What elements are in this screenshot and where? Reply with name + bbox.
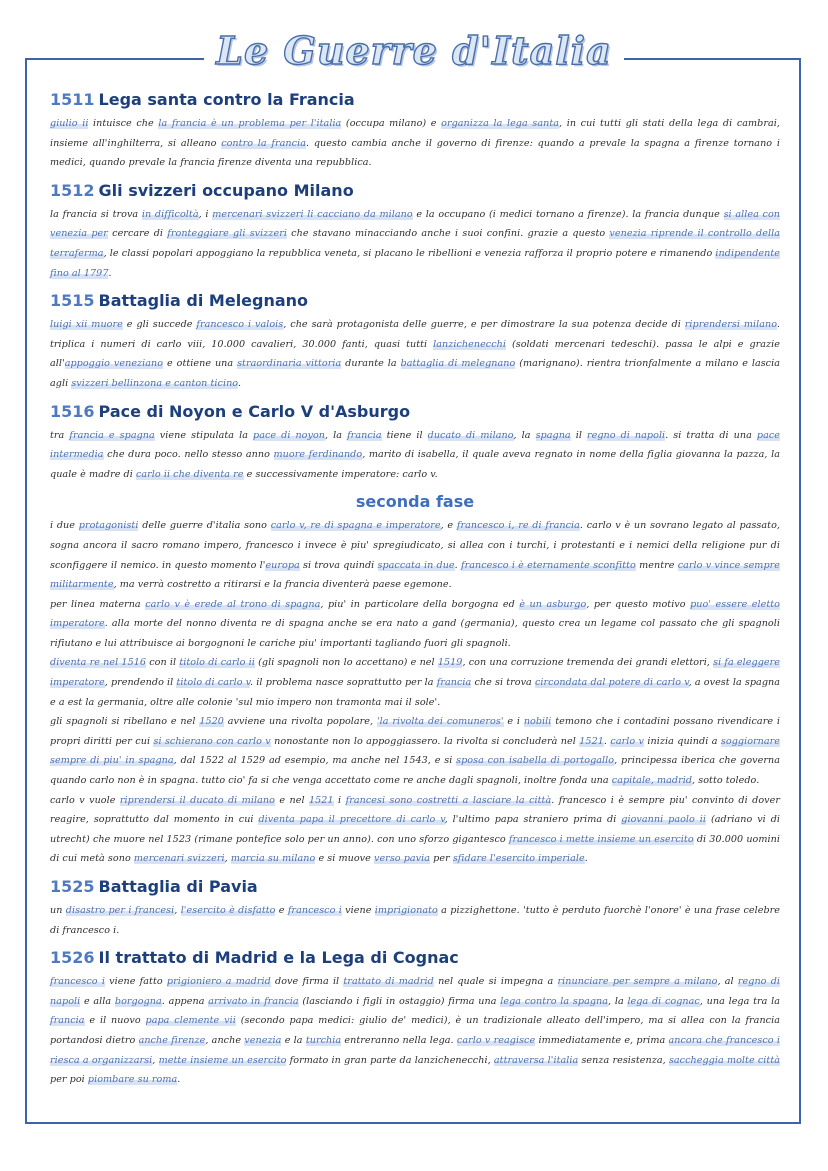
highlighted-text: verso pavia	[373, 853, 431, 865]
text-run: (marignano). rientra trionfalmente a milano e lascia agli	[50, 358, 780, 389]
highlighted-text: lanzichenecchi	[433, 338, 506, 350]
section-heading-text: Lega santa contro la Francia	[98, 90, 355, 109]
highlighted-text: attraversa l'italia	[493, 1054, 579, 1066]
section-heading-text: Gli svizzeri occupano Milano	[98, 180, 354, 200]
section-heading	[50, 88, 780, 112]
section-heading	[50, 875, 780, 899]
paragraph	[50, 653, 780, 712]
section	[50, 875, 780, 940]
highlighted-text: francesco i	[50, 976, 105, 988]
highlighted-text: ancora che francesco i riesca a organizzarsi	[50, 1034, 780, 1066]
highlighted-text: 'la rivolta dei comuneros'	[376, 716, 504, 728]
highlighted-text: lega contro la spagna	[500, 995, 609, 1007]
paragraph	[50, 791, 780, 869]
text-run: , che sarà protagonista delle guerre, e per dimostrare la sua potenza decide di	[283, 319, 685, 331]
text-run: temono che i contadini possano rivendicare i propri diritti per cui	[50, 716, 780, 747]
text-run: per linea materna	[50, 598, 146, 610]
text-run: , anche	[205, 1034, 245, 1046]
text-run: e la	[281, 1034, 306, 1046]
highlighted-text: europa	[265, 559, 300, 571]
highlighted-text: regno di napoli	[586, 429, 666, 441]
highlighted-text: protagonisti	[78, 520, 139, 532]
text-run: e successivamente imperatore: carlo v.	[243, 468, 438, 480]
text-run: e gli succede	[122, 319, 197, 331]
section	[50, 946, 780, 1090]
text-run: . carlo v è un sovrano legato al passato, sogna ancora il sacro romano impero, francesco i invece è piu' spregiudicato, si allea con i turchi, i protestanti e i nemici della religione pur di sconfiggere il nemico. in questo momento l'	[50, 520, 781, 571]
highlighted-text: in difficoltà	[141, 208, 199, 220]
text-run: , i	[198, 208, 213, 220]
text-run: nel quale si impegna a	[433, 976, 558, 988]
highlighted-text: appoggio veneziano	[64, 358, 164, 370]
text-run: , la	[608, 995, 628, 1007]
highlighted-text: circondata dal potere di carlo v	[535, 677, 689, 689]
section-year: 1525	[50, 877, 95, 896]
paragraph	[50, 516, 780, 594]
highlighted-text: francia	[436, 677, 472, 689]
text-run: che dura poco. nello stesso anno	[103, 449, 274, 461]
highlighted-text: giulio ii	[50, 118, 89, 129]
text-run: , per questo motivo	[586, 598, 691, 610]
highlighted-text: si schierano con carlo v	[153, 735, 271, 747]
text-run: ,	[174, 905, 181, 916]
section	[50, 289, 780, 393]
text-run: cercare di	[107, 228, 168, 240]
highlighted-text: 1521	[579, 735, 604, 747]
section-heading-text: Il trattato di Madrid e la Lega di Cognac	[98, 948, 459, 968]
paragraph	[50, 426, 780, 485]
highlighted-text: venezia riprende il controllo della terraferma	[50, 228, 780, 259]
highlighted-text: lega di cognac	[627, 995, 700, 1007]
highlighted-text: carlo v, re di spagna e imperatore	[270, 520, 441, 532]
highlighted-text: rinunciare per sempre a milano	[557, 976, 718, 988]
text-run: , principessa iberica che governa quando carlo non è in spagna. tutto cio' fa si che venga accettato come re anche dagli spagnoli, inoltre fonda una	[50, 755, 780, 787]
text-run: tra	[50, 429, 70, 441]
text-run: delle guerre d'italia sono	[138, 520, 271, 532]
section-year: 1516	[50, 401, 95, 421]
highlighted-text: 1519	[437, 657, 463, 669]
text-run: , le classi popolari appoggiano la repubblica veneta, si placano le ribellioni e venezia rafforza il proprio potere e rimanendo	[103, 247, 716, 259]
text-run: i	[333, 794, 346, 806]
highlighted-text: marcia su milano	[230, 853, 316, 865]
text-run: , la	[325, 429, 348, 441]
text-run: la francia si trova	[50, 208, 142, 220]
text-run: senza resistenza,	[578, 1054, 669, 1066]
text-run: e	[275, 905, 288, 916]
highlighted-text: francesco i, re di francia	[456, 520, 580, 532]
section-heading	[50, 400, 780, 424]
highlighted-text: mercenari svizzeri	[133, 853, 225, 865]
text-run: e si muove	[315, 853, 374, 865]
highlighted-text: carlo ii che diventa re	[135, 468, 244, 480]
paragraph	[50, 972, 780, 1090]
section-heading	[50, 490, 780, 514]
text-run: . appena	[161, 995, 209, 1007]
highlighted-text: francesco i è eternamente sconfitto	[461, 559, 636, 571]
highlighted-text: francesi sono costretti a lasciare la città	[345, 794, 552, 806]
section	[50, 88, 780, 173]
text-run: per poi	[50, 1074, 88, 1086]
text-run: . il problema nasce soprattutto per la	[250, 677, 437, 689]
text-run: . triplica i numeri di carlo viii, 10.000 cavalieri, 30.000 fanti, quasi tutti	[50, 319, 781, 350]
highlighted-text: carlo v	[610, 735, 645, 747]
text-run: entreranno nella lega.	[341, 1034, 457, 1046]
highlighted-text: si fa eleggere imperatore	[50, 657, 780, 689]
highlighted-text: saccheggia molte città	[668, 1054, 780, 1066]
text-run: . francesco i è sempre piu' convinto di dover reagire, soprattutto dal momento in cui	[50, 794, 781, 826]
text-run: intuisce che	[88, 118, 159, 129]
paragraph	[50, 712, 780, 790]
highlighted-text: titolo di carlo v	[176, 677, 251, 689]
text-run: avviene una rivolta popolare,	[223, 716, 377, 728]
section-heading-text: Battaglia di Melegnano	[98, 291, 309, 311]
highlighted-text: francia	[347, 429, 382, 441]
notes-content	[50, 88, 780, 1096]
text-run: , a ovest la spagna e a est la germania, oltre alle colonie 'sul mio impero non tramonta mai il sole'.	[50, 677, 781, 708]
section	[50, 179, 780, 283]
highlighted-text: luigi xii muore	[50, 319, 123, 331]
text-run: , una lega tra la	[699, 995, 781, 1007]
text-run: inizia quindi a	[644, 735, 721, 747]
text-run: carlo v vuole	[50, 794, 120, 806]
text-run: .	[237, 377, 242, 389]
text-run: si trova quindi	[299, 559, 378, 571]
text-run: , in cui tutti gli stati della lega di cambrai, insieme all'inghilterra, si alleano	[50, 118, 780, 149]
section-year: 1526	[50, 948, 95, 968]
highlighted-text: francia e spagna	[69, 429, 155, 441]
text-run: a pizzighettone. 'tutto è perduto fuorchè l'onore' è una frase celebre di francesco i.	[50, 905, 781, 936]
text-run: , l'ultimo papa straniero prima di	[444, 814, 622, 826]
highlighted-text: prigioniero a madrid	[166, 976, 271, 988]
highlighted-text: venezia	[244, 1034, 282, 1046]
highlighted-text: ducato di milano	[427, 429, 514, 441]
highlighted-text: spagna	[535, 429, 571, 441]
highlighted-text: carlo v è erede al trono di spagna	[145, 598, 321, 610]
text-run: , ma verrà costretto a ritirarsi e la francia diventerà paese egemone.	[113, 579, 452, 591]
highlighted-text: pace intermedia	[50, 429, 781, 461]
section-heading-text: Battaglia di Pavia	[98, 877, 258, 896]
text-run: (gli spagnoli non lo accettano) e nel	[254, 657, 438, 669]
text-run: nonostante non lo appoggiassero. la rivolta si concluderà nel	[270, 735, 580, 747]
highlighted-text: francia	[50, 1015, 85, 1027]
text-run: . questo cambia anche il governo di firenze: quando a prevale la spagna a firenze tornano i medici, quando prevale la francia firenze diventa una repubblica.	[50, 137, 781, 169]
highlighted-text: francesco i valois	[196, 319, 284, 331]
text-run: , e	[440, 520, 457, 532]
text-run: i due	[50, 520, 79, 532]
highlighted-text: è un asburgo	[519, 598, 587, 610]
section-heading-text: seconda fase	[355, 492, 475, 512]
text-run: e nel	[274, 794, 309, 806]
section-heading	[50, 946, 780, 970]
text-run: formato in gran parte da lanzichenecchi,	[286, 1054, 494, 1066]
section-heading-text: Pace di Noyon e Carlo V d'Asburgo	[98, 401, 411, 421]
text-run: (lasciando i figli in ostaggio) firma una	[298, 995, 501, 1007]
text-run: viene fatto	[104, 976, 167, 988]
highlighted-text: diventa re nel 1516	[50, 657, 147, 669]
highlighted-text: imprigionato	[374, 905, 438, 916]
highlighted-text: piombare su roma	[87, 1074, 178, 1086]
section-year: 1515	[50, 291, 95, 311]
text-run: di 30.000 uomini di cui metà sono	[50, 833, 780, 865]
highlighted-text: nobili	[523, 716, 552, 728]
text-run: .	[584, 853, 588, 865]
text-run: per	[430, 853, 453, 865]
section-heading	[50, 289, 780, 313]
text-run: . alla morte del nonno diventa re di spagna anche se era nato a gand (germania), questo crea un legame col passato che gli spagnoli rifiutano e lui attribuisce ai borgognoni le cariche piu' importanti tagliando fuori gli spagnoli.	[50, 618, 780, 649]
text-run: tiene il	[381, 429, 428, 441]
highlighted-text: contro la francia	[221, 137, 306, 149]
text-run: ,	[152, 1054, 159, 1066]
section-year: 1512	[50, 180, 95, 200]
highlighted-text: turchia	[305, 1034, 342, 1046]
highlighted-text: francesco i mette insieme un esercito	[508, 833, 694, 845]
highlighted-text: puo' essere eletto imperatore	[50, 598, 781, 630]
text-run: e alla	[80, 995, 115, 1007]
text-run: immediatamente e, prima	[535, 1034, 669, 1046]
page-title: Le Guerre d'Italia	[0, 26, 828, 76]
highlighted-text: mette insieme un esercito	[158, 1054, 287, 1066]
highlighted-text: spaccata in due	[377, 559, 455, 571]
section	[50, 490, 780, 869]
highlighted-text: organizza la lega santa	[441, 118, 560, 129]
highlighted-text: svizzeri bellinzona e canton ticino	[71, 377, 238, 389]
highlighted-text: carlo v vince sempre militarmente	[50, 559, 780, 591]
highlighted-text: francesco i	[287, 905, 342, 916]
text-run: che stavano minacciando anche i suoi confini. grazie a questo	[286, 228, 610, 240]
text-run: dove firma il	[270, 976, 344, 988]
highlighted-text: fronteggiare gli svizzeri	[167, 228, 287, 240]
text-run: , marito di isabella, il quale aveva regnato in nome della figlia giovanna la pazza, la quale è madre di	[50, 449, 780, 480]
text-run: , prendendo il	[104, 677, 177, 689]
text-run: e i	[503, 716, 524, 728]
text-run: , la	[513, 429, 536, 441]
text-run: , al	[717, 976, 738, 988]
highlighted-text: sposa con isabella di portogallo	[456, 755, 615, 767]
text-run: . si tratta di una	[665, 429, 757, 441]
highlighted-text: riprendersi milano	[684, 319, 777, 331]
text-run: mentre	[635, 559, 678, 571]
text-run: durante la	[341, 358, 401, 370]
highlighted-text: battaglia di melegnano	[400, 358, 516, 370]
text-run: .	[177, 1074, 181, 1086]
highlighted-text: borgogna	[114, 995, 162, 1007]
section-year: 1511	[50, 90, 95, 109]
text-run: , piu' in particolare della borgogna ed	[320, 598, 520, 610]
text-run: il	[570, 429, 587, 441]
highlighted-text: carlo v reagisce	[456, 1034, 536, 1046]
highlighted-text: l'esercito è disfatto	[180, 905, 276, 916]
highlighted-text: la francia è un problema per l'italia	[158, 118, 342, 129]
highlighted-text: straordinaria vittoria	[237, 358, 342, 370]
highlighted-text: si allea con venezia per	[50, 208, 781, 240]
highlighted-text: titolo di carlo ii	[179, 657, 255, 669]
highlighted-text: diventa papa il precettore di carlo v	[258, 814, 445, 826]
text-run: .	[454, 559, 461, 571]
text-run: e il nuovo	[84, 1015, 146, 1027]
highlighted-text: capitale, madrid	[611, 775, 693, 787]
text-run: .	[108, 267, 112, 279]
text-run: , dal 1522 al 1529 ad esempio, ma anche nel 1543, e si	[173, 755, 457, 767]
text-run: , con una corruzione tremenda dei grandi elettori,	[462, 657, 714, 669]
paragraph	[50, 595, 780, 654]
text-run: con il	[146, 657, 180, 669]
text-run: ,	[224, 853, 231, 865]
highlighted-text: soggiornare sempre di piu' in spagna	[50, 735, 781, 767]
text-run: (occupa milano) e	[341, 118, 442, 129]
paragraph	[50, 315, 780, 393]
text-run: viene stipulata la	[154, 429, 253, 441]
text-run: che si trova	[471, 677, 535, 689]
highlighted-text: pace di noyon	[253, 429, 326, 441]
text-run: (soldati mercenari tedeschi). passa le alpi e grazie all'	[50, 338, 781, 370]
highlighted-text: giovanni paolo ii	[621, 814, 707, 826]
text-run: un	[50, 905, 66, 916]
highlighted-text: anche firenze	[138, 1034, 206, 1046]
highlighted-text: indipendente fino al 1797	[50, 247, 780, 279]
paragraph	[50, 114, 780, 173]
text-run: .	[603, 735, 611, 747]
highlighted-text: regno di napoli	[50, 976, 781, 1007]
highlighted-text: 1521	[309, 794, 334, 806]
text-run: , sotto toledo.	[692, 775, 760, 787]
highlighted-text: disastro per i francesi	[65, 905, 175, 916]
highlighted-text: sfidare l'esercito imperiale	[452, 853, 585, 865]
highlighted-text: muore ferdinando	[273, 449, 363, 461]
paragraph	[50, 205, 780, 283]
paragraph	[50, 901, 780, 940]
text-run: e la occupano (i medici tornano a firenze). la francia dunque	[412, 208, 724, 220]
highlighted-text: 1520	[199, 716, 224, 728]
highlighted-text: arrivato in francia	[208, 995, 299, 1007]
section-heading	[50, 179, 780, 203]
text-run: (adriano vi di utrecht) che muore nel 1523 (rimane pontefice solo per un anno). con uno sforzo gigantesco	[50, 814, 780, 845]
text-run: (secondo papa medici: giulio de' medici), è un tradizionale alleato dell'impero, ma si allea con la francia portandosi dietro	[50, 1015, 780, 1046]
text-run: viene	[341, 905, 375, 916]
highlighted-text: mercenari svizzeri li cacciano da milano	[212, 208, 413, 220]
highlighted-text: riprendersi il ducato di milano	[119, 794, 275, 806]
text-run: gli spagnoli si ribellano e nel	[50, 716, 200, 728]
section	[50, 400, 780, 485]
highlighted-text: trattato di madrid	[343, 976, 434, 988]
highlighted-text: papa clemente vii	[145, 1015, 236, 1027]
text-run: e ottiene una	[163, 358, 238, 370]
